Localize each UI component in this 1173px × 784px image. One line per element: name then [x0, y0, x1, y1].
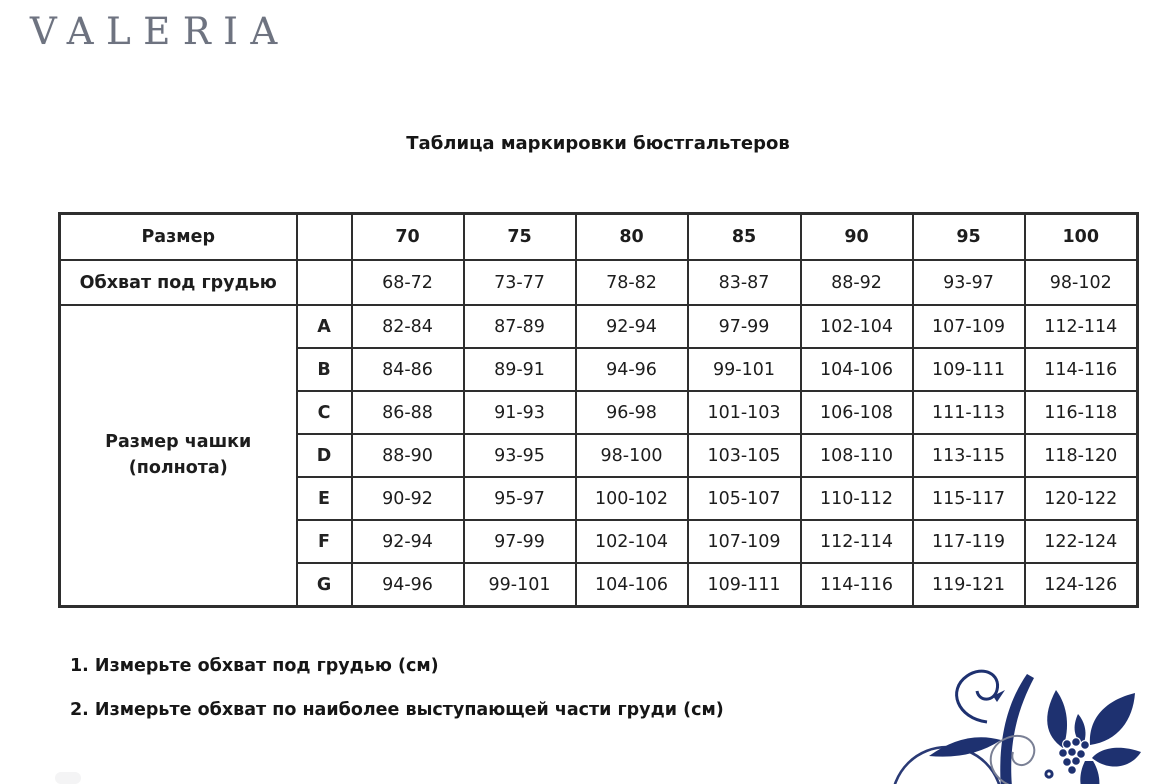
- underbust-row-label: Обхват под грудью: [60, 260, 297, 305]
- underbust-cell: 78-82: [576, 260, 688, 305]
- cup-size-label: Размер чашки (полнота): [60, 305, 297, 607]
- cup-cell: 103-105: [688, 434, 801, 477]
- cup-cell: 124-126: [1025, 563, 1138, 607]
- cup-cell: 94-96: [576, 348, 688, 391]
- cup-cell: 95-97: [464, 477, 576, 520]
- cup-cell: 114-116: [1025, 348, 1138, 391]
- size-col-header: 95: [913, 214, 1025, 261]
- cup-cell: 114-116: [801, 563, 913, 607]
- cup-letter: E: [297, 477, 352, 520]
- cup-cell: 112-114: [1025, 305, 1138, 348]
- cup-cell: 93-95: [464, 434, 576, 477]
- page-artifact: [55, 772, 81, 784]
- cup-cell: 122-124: [1025, 520, 1138, 563]
- size-table: [58, 212, 1139, 608]
- cup-cell: 99-101: [688, 348, 801, 391]
- cup-cell: 116-118: [1025, 391, 1138, 434]
- cup-cell: 120-122: [1025, 477, 1138, 520]
- cup-cell: 92-94: [576, 305, 688, 348]
- size-col-header: 70: [352, 214, 464, 261]
- cup-cell: 110-112: [801, 477, 913, 520]
- cup-cell: 84-86: [352, 348, 464, 391]
- underbust-cell: 83-87: [688, 260, 801, 305]
- cup-cell: 98-100: [576, 434, 688, 477]
- cup-cell: 108-110: [801, 434, 913, 477]
- size-col-header: 85: [688, 214, 801, 261]
- cup-cell: 112-114: [801, 520, 913, 563]
- size-col-header: 100: [1025, 214, 1138, 261]
- cup-cell: 100-102: [576, 477, 688, 520]
- size-col-header: 90: [801, 214, 913, 261]
- cup-cell: 106-108: [801, 391, 913, 434]
- cup-cell: 109-111: [913, 348, 1025, 391]
- cup-letter: D: [297, 434, 352, 477]
- cup-cell: 97-99: [464, 520, 576, 563]
- cup-cell: 88-90: [352, 434, 464, 477]
- empty-cell: [297, 260, 352, 305]
- cup-cell: 111-113: [913, 391, 1025, 434]
- size-col-header: 75: [464, 214, 576, 261]
- cup-cell: 102-104: [801, 305, 913, 348]
- table-row-cup-A: [60, 305, 1138, 348]
- underbust-cell: 68-72: [352, 260, 464, 305]
- cup-cell: 86-88: [352, 391, 464, 434]
- cup-cell: 109-111: [688, 563, 801, 607]
- cup-cell: 118-120: [1025, 434, 1138, 477]
- underbust-cell: 98-102: [1025, 260, 1138, 305]
- cup-cell: 119-121: [913, 563, 1025, 607]
- underbust-cell: 73-77: [464, 260, 576, 305]
- cup-letter: G: [297, 563, 352, 607]
- cup-cell: 101-103: [688, 391, 801, 434]
- cup-cell: 90-92: [352, 477, 464, 520]
- cup-cell: 97-99: [688, 305, 801, 348]
- instruction-step: 1. Измерьте обхват под грудью (см): [70, 656, 439, 676]
- cup-cell: 115-117: [913, 477, 1025, 520]
- size-row-label: Размер: [60, 214, 297, 261]
- cup-cell: 104-106: [801, 348, 913, 391]
- cup-cell: 96-98: [576, 391, 688, 434]
- cup-letter: A: [297, 305, 352, 348]
- cup-cell: 82-84: [352, 305, 464, 348]
- cup-cell: 113-115: [913, 434, 1025, 477]
- measuring-instructions: [70, 656, 850, 744]
- cup-cell: 89-91: [464, 348, 576, 391]
- cup-cell: 102-104: [576, 520, 688, 563]
- table-row-underbust: [60, 260, 1138, 305]
- cup-cell: 92-94: [352, 520, 464, 563]
- cup-cell: 104-106: [576, 563, 688, 607]
- cup-letter: C: [297, 391, 352, 434]
- underbust-cell: 88-92: [801, 260, 913, 305]
- cup-cell: 117-119: [913, 520, 1025, 563]
- cup-cell: 105-107: [688, 477, 801, 520]
- cup-cell: 99-101: [464, 563, 576, 607]
- cup-cell: 91-93: [464, 391, 576, 434]
- cup-letter: B: [297, 348, 352, 391]
- page-title: Таблица маркировки бюстгальтеров: [406, 133, 790, 154]
- empty-header-cell: [297, 214, 352, 261]
- cup-letter: F: [297, 520, 352, 563]
- size-col-header: 80: [576, 214, 688, 261]
- cup-cell: 107-109: [688, 520, 801, 563]
- instruction-step: 2. Измерьте обхват по наиболее выступающей части груди (см): [70, 700, 724, 720]
- cup-cell: 87-89: [464, 305, 576, 348]
- cup-cell: 107-109: [913, 305, 1025, 348]
- brand-logo: VALERIA: [30, 10, 290, 53]
- floral-ornament-icon: [869, 660, 1161, 784]
- table-row-size: [60, 214, 1138, 261]
- cup-cell: 94-96: [352, 563, 464, 607]
- underbust-cell: 93-97: [913, 260, 1025, 305]
